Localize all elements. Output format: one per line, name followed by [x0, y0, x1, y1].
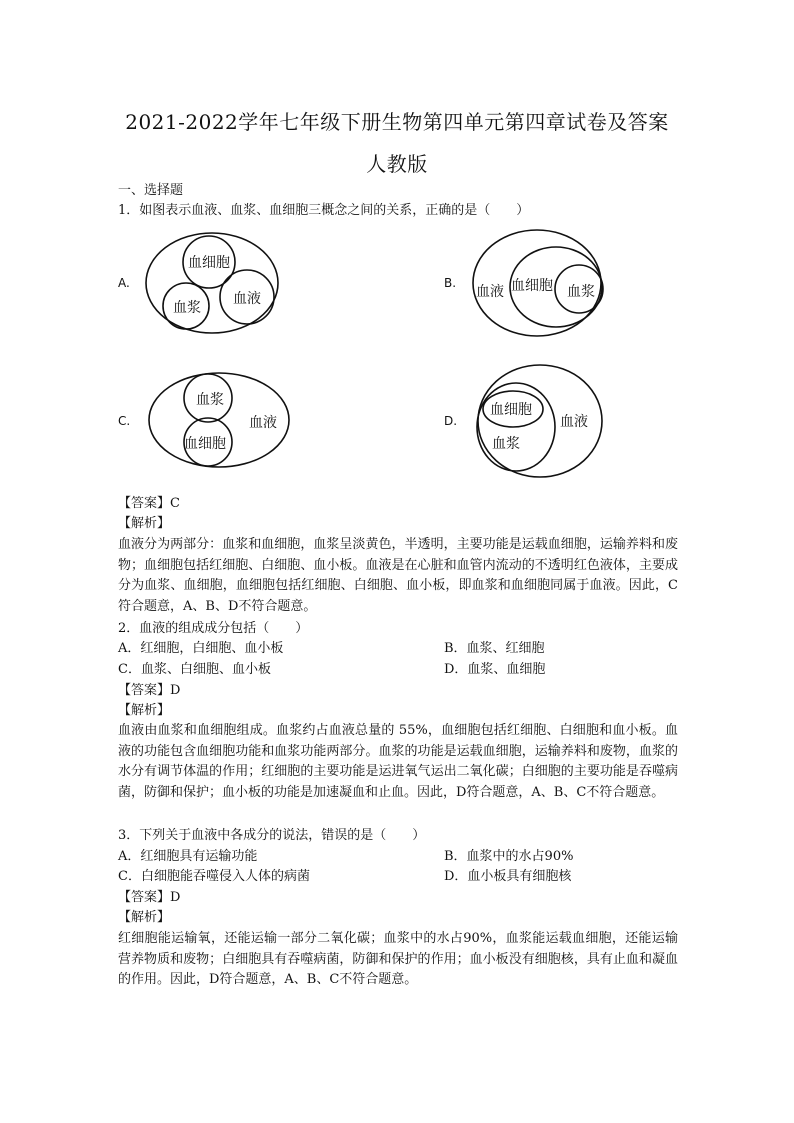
- question-3-stem: 3．下列关于血液中各成分的说法，错误的是（ ）: [118, 828, 426, 843]
- page-title-line2: 人教版: [366, 152, 428, 176]
- diagram-label: 血浆: [196, 392, 224, 408]
- diagram-label: 血液: [560, 414, 588, 430]
- section-heading: 一、选择题: [118, 183, 184, 198]
- diagram-label: 血浆: [567, 284, 595, 300]
- q3-option-a: A．红细胞具有运输功能: [118, 849, 258, 864]
- q3-answer: 【答案】D: [118, 890, 181, 905]
- option-c-label: C.: [118, 414, 131, 428]
- option-a-label: A.: [118, 276, 130, 290]
- venn-diagram-c: [146, 370, 294, 476]
- q2-answer: 【答案】D: [118, 683, 181, 698]
- venn-diagram-d: [476, 362, 606, 480]
- q1-analysis: 血液分为两部分：血浆和血细胞，血浆呈淡黄色，半透明，主要功能是运载血细胞，运输养料和废物；血细胞包括红细胞、白细胞、血小板。血液是在心脏和血管内流动的不透明红色液体，主要成分为血浆、血细胞，血细胞包括红细胞、白细胞、血小板，即血浆和血细胞同属于血液。因此，C符合题意，A、B、D不符合题意。: [118, 537, 678, 614]
- diagram-label: 血液: [249, 415, 277, 431]
- diagram-label: 血细胞: [511, 278, 553, 294]
- q1-answer: 【答案】C: [118, 496, 180, 511]
- option-d-label: D.: [444, 414, 458, 428]
- question-2-stem: 2．血液的组成成分包括（ ）: [118, 621, 309, 636]
- page-title-line1: 2021-2022学年七年级下册生物第四单元第四章试卷及答案: [125, 110, 669, 134]
- q3-option-b: B．血浆中的水占90%: [444, 849, 574, 864]
- q3-option-c: C．白细胞能吞噬侵入人体的病菌: [118, 869, 310, 884]
- question-1-stem: 1．如图表示血液、血浆、血细胞三概念之间的关系，正确的是（ ）: [118, 203, 530, 218]
- q2-option-b: B．血浆、红细胞: [444, 641, 545, 656]
- q3-analysis: 红细胞能运输氧，还能运输一部分二氧化碳；血浆中的水占90%，血浆能运载血细胞，还能运输营养物质和废物；白细胞具有吞噬病菌，防御和保护的作用；血小板没有细胞核，具有止血和凝血的作用。因此，D符合题意，A、B、C不符合题意。: [118, 931, 678, 987]
- diagram-label: 血浆: [173, 300, 201, 316]
- diagram-label: 血液: [233, 291, 261, 307]
- q3-analysis-head: 【解析】: [118, 910, 171, 925]
- diagram-label: 血浆: [492, 436, 520, 452]
- q3-option-d: D．血小板具有细胞核: [444, 869, 572, 884]
- diagram-label: 血细胞: [490, 402, 532, 418]
- venn-diagram-a: [140, 230, 300, 342]
- diagram-label: 血液: [476, 284, 504, 300]
- diagram-label: 血细胞: [188, 255, 230, 271]
- q2-option-c: C．血浆、白细胞、血小板: [118, 662, 271, 677]
- q1-analysis-head: 【解析】: [118, 516, 171, 531]
- venn-diagram-b: [470, 228, 610, 342]
- q2-option-d: D．血浆、血细胞: [444, 662, 546, 677]
- q2-option-a: A．红细胞，白细胞、血小板: [118, 641, 284, 656]
- diagram-label: 血细胞: [184, 436, 226, 452]
- q2-analysis: 血液由血浆和血细胞组成。血浆约占血液总量的 55%，血细胞包括红细胞、白细胞和血小板。血液的功能包含血细胞功能和血浆功能两部分。血浆的功能是运载血细胞，运输养料和废物，血浆的水分有调节体温的作用；红细胞的主要功能是运进氧气运出二氧化碳；白细胞的主要功能是吞噬病菌，防御和保护；血小板的功能是加速凝血和止血。因此，D符合题意，A、B、C不符合题意。: [118, 723, 678, 800]
- option-b-label: B.: [444, 276, 457, 290]
- q2-analysis-head: 【解析】: [118, 703, 171, 718]
